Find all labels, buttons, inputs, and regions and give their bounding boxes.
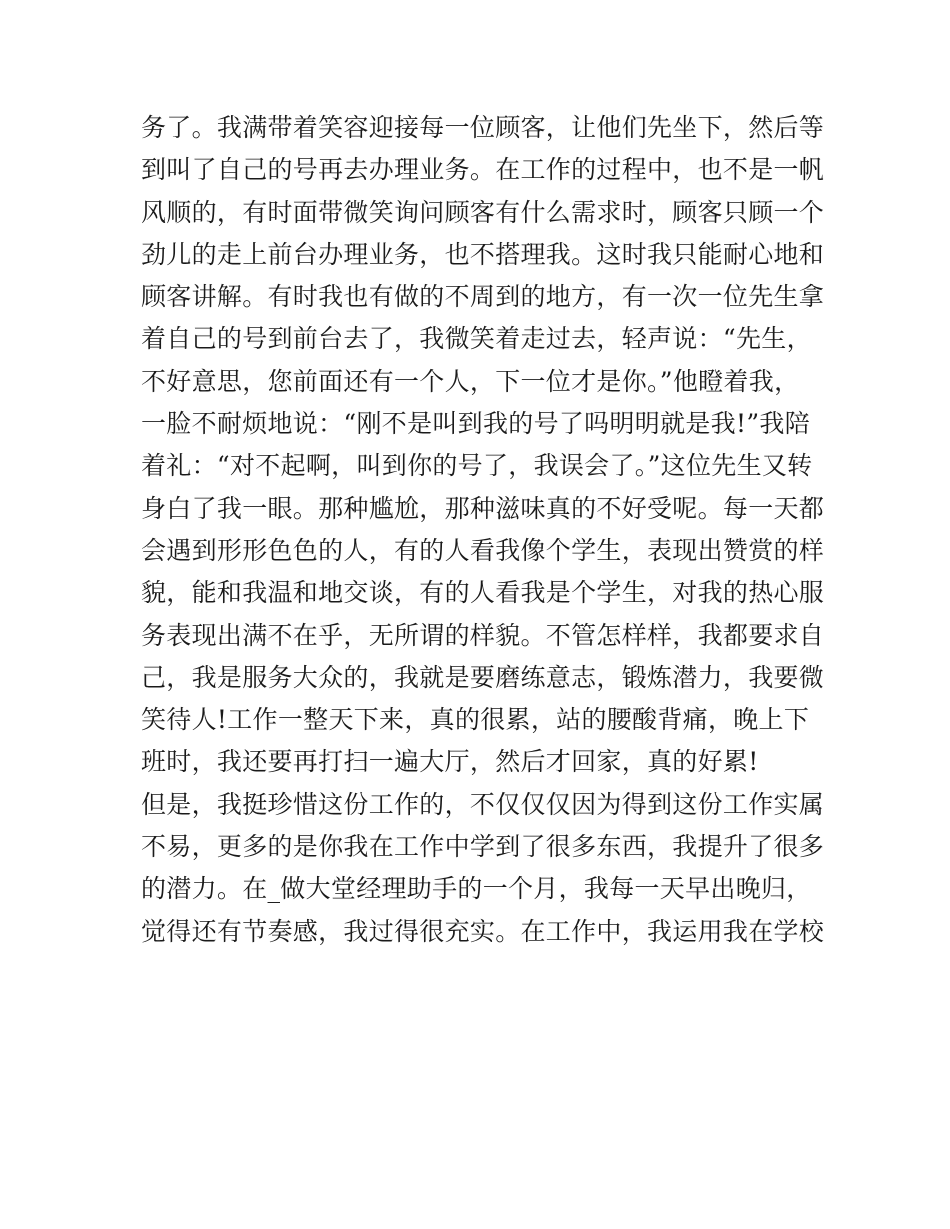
text-line: 班时，我还要再打扫一遍大厅，然后才回家，真的好累! xyxy=(141,747,759,777)
text-line: 己，我是服务大众的，我就是要磨练意志，锻炼潜力，我要微 xyxy=(141,662,825,692)
text-line: 貌，能和我温和地交谈，有的人看我是个学生，对我的热心服 xyxy=(141,578,825,608)
text-line: 会遇到形形色色的人，有的人看我像个学生，表现出赞赏的样 xyxy=(141,535,825,565)
text-line: 不易，更多的是你我在工作中学到了很多东西，我提升了很多 xyxy=(141,832,825,862)
text-line: 风顺的，有时面带微笑询问顾客有什么需求时，顾客只顾一个 xyxy=(141,197,825,227)
text-line: 着礼：“对不起啊，叫到你的号了，我误会了。”这位先生又转 xyxy=(141,451,813,481)
text-line: 顾客讲解。有时我也有做的不周到的地方，有一次一位先生拿 xyxy=(141,282,825,312)
text-line: 觉得还有节奏感，我过得很充实。在工作中，我运用我在学校 xyxy=(141,916,825,946)
text-line: 务表现出满不在乎，无所谓的样貌。不管怎样样，我都要求自 xyxy=(141,620,825,650)
text-line: 劲儿的走上前台办理业务，也不搭理我。这时我只能耐心地和 xyxy=(141,239,825,269)
text-line: 着自己的号到前台去了，我微笑着走过去，轻声说：“先生， xyxy=(141,324,812,354)
body-text xyxy=(141,107,825,953)
text-line: 不好意思，您前面还有一个人，下一位才是你。”他瞪着我， xyxy=(141,366,800,396)
text-line: 一脸不耐烦地说：“刚不是叫到我的号了吗明明就是我!”我陪 xyxy=(141,409,811,439)
text-line: 但是，我挺珍惜这份工作的，不仅仅仅因为得到这份工作实属 xyxy=(141,789,825,819)
text-line: 到叫了自己的号再去办理业务。在工作的过程中，也不是一帆 xyxy=(141,155,825,185)
text-line: 务了。我满带着笑容迎接每一位顾客，让他们先坐下，然后等 xyxy=(141,113,825,142)
text-line: 身白了我一眼。那种尴尬，那种滋味真的不好受呢。每一天都 xyxy=(141,493,825,523)
text-line: 笑待人!工作一整天下来，真的很累，站的腰酸背痛，晚上下 xyxy=(141,705,810,735)
text-line: 的潜力。在_做大堂经理助手的一个月，我每一天早出晚归， xyxy=(141,874,812,904)
